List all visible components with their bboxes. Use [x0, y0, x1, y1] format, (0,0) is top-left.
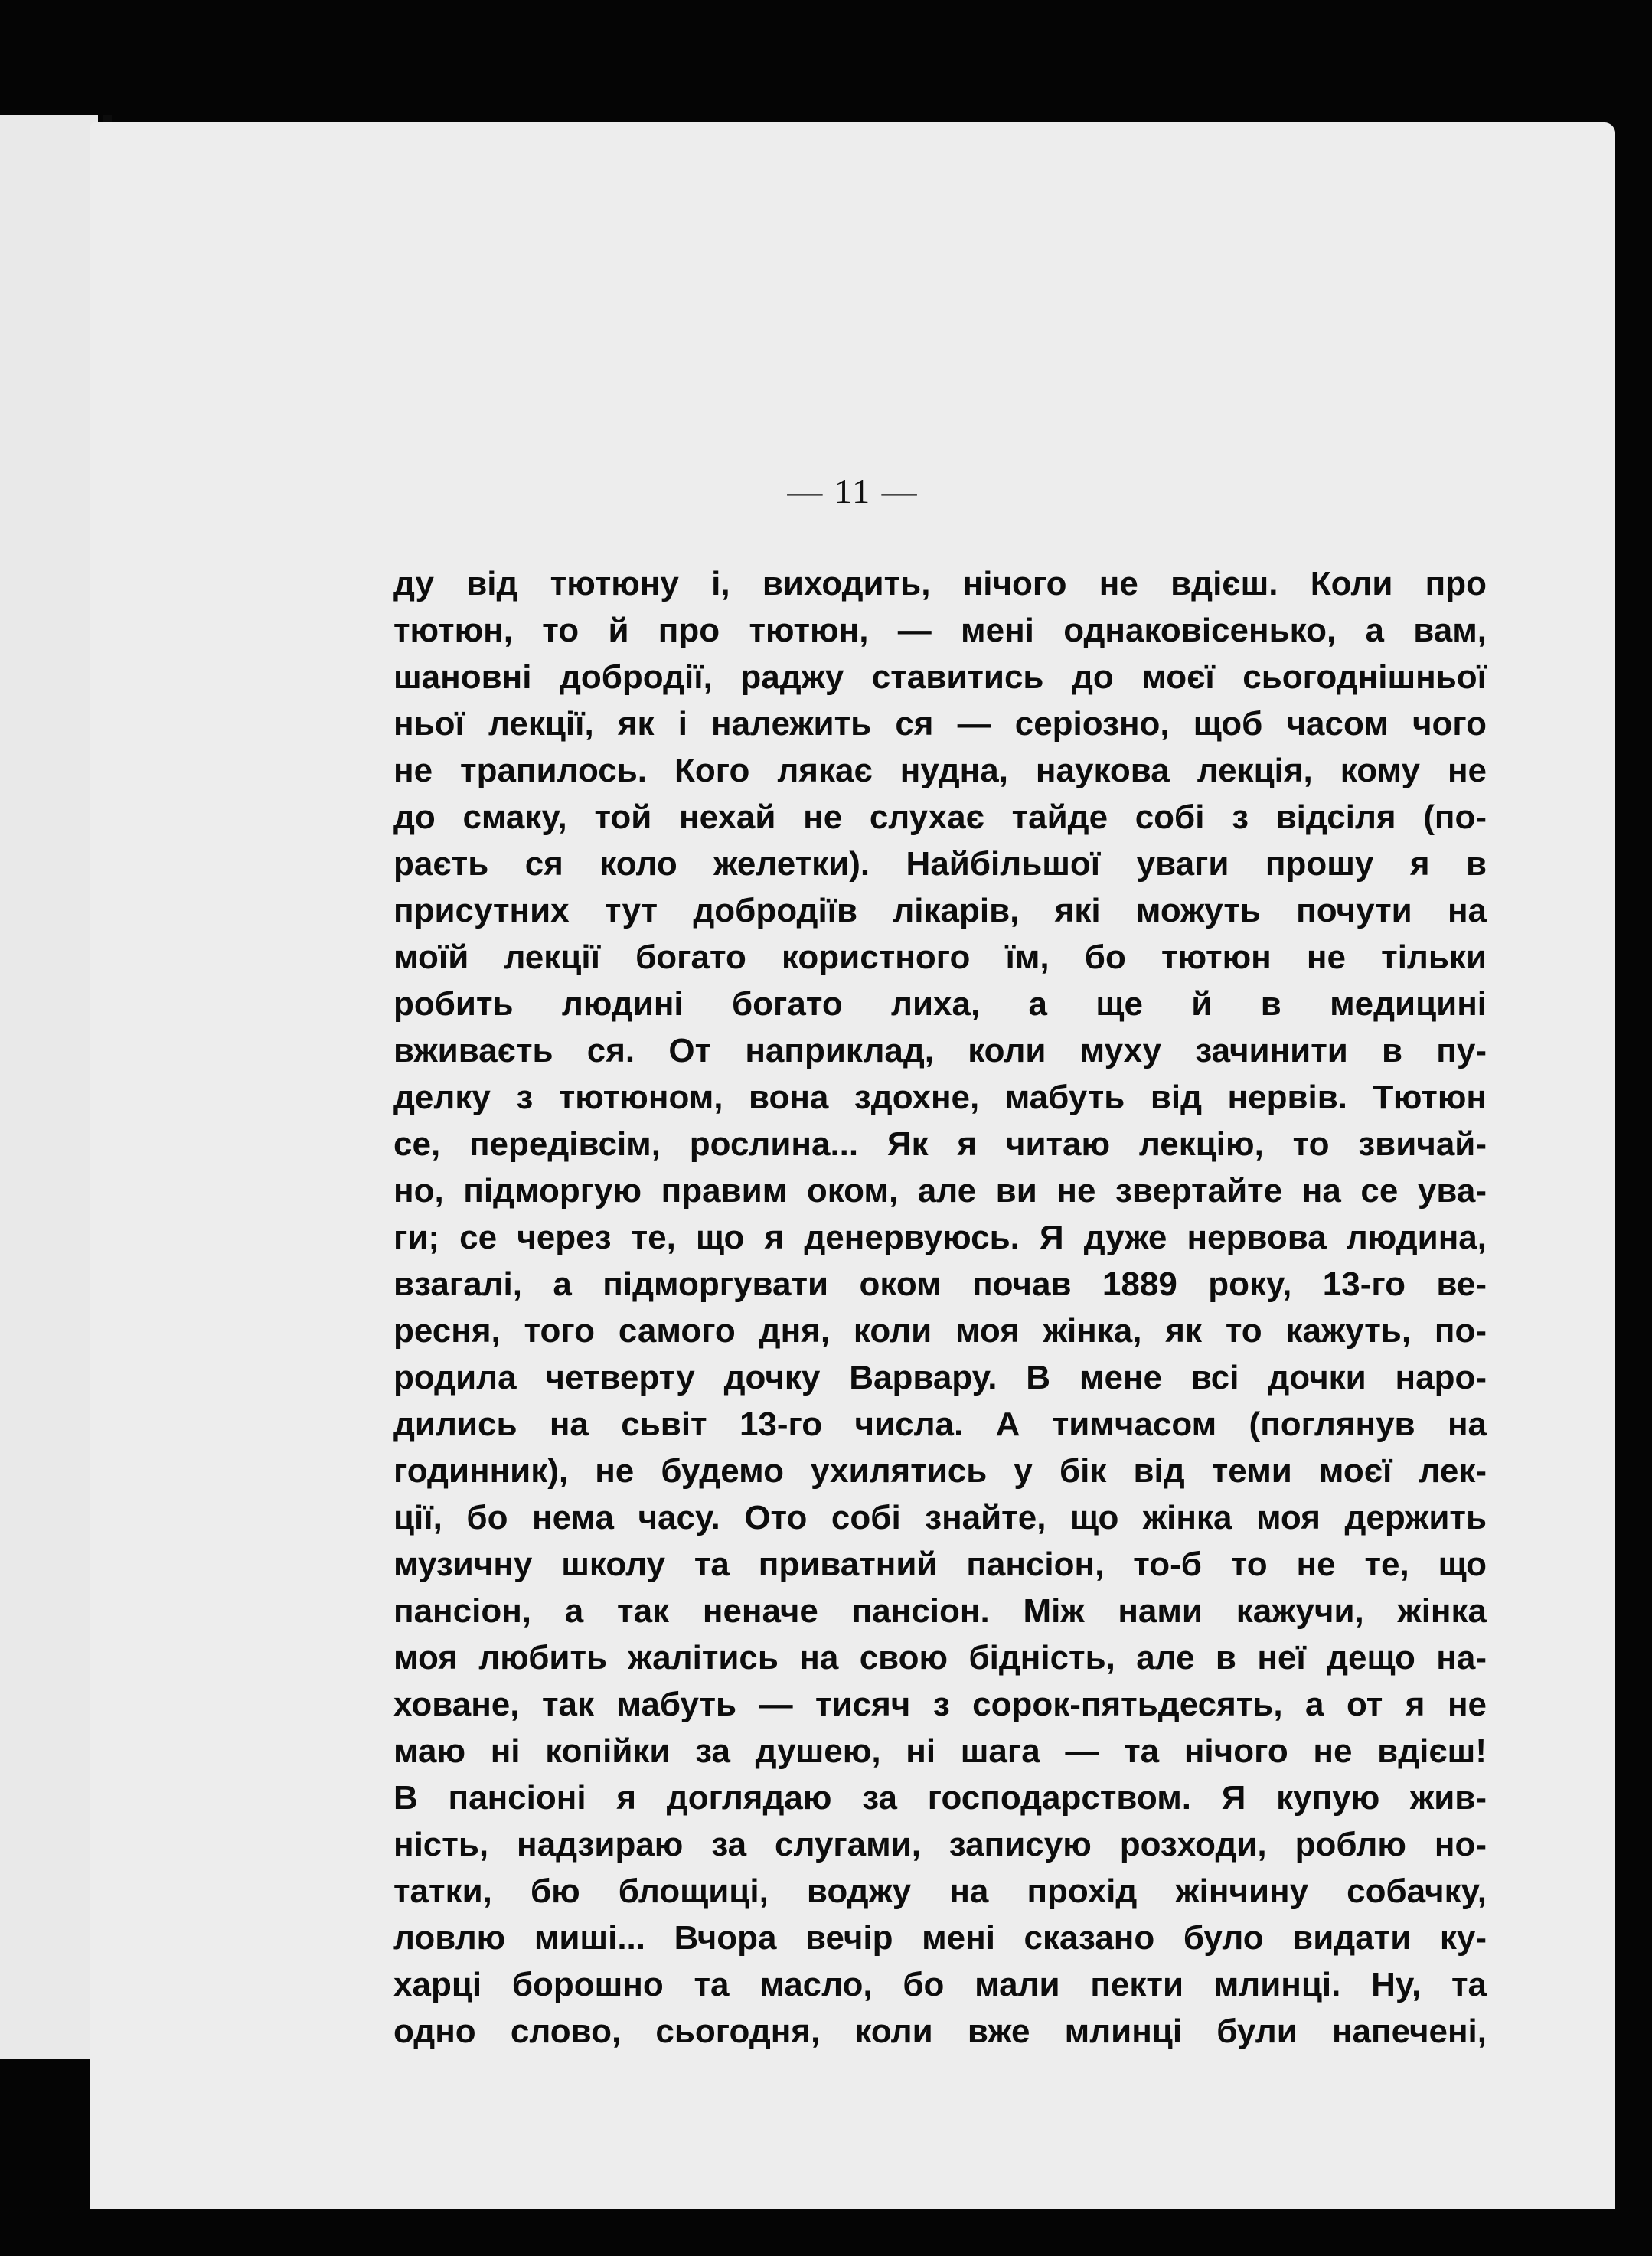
page-number: — 11 —	[787, 472, 919, 511]
text-line: присутних тут добродіїв лікарів, які можуть почути на	[393, 892, 1487, 929]
text-line: моїй лекції богато користного їм, бо тютюн не тільки	[393, 939, 1487, 976]
text-line: одно слово, сьогодня, коли вже млинці були напечені,	[393, 2013, 1487, 2050]
left-page-edge	[0, 115, 98, 2059]
text-line: делку з тютюном, вона здохне, мабуть від нервів. Тютюн	[393, 1079, 1487, 1116]
text-line: вживаєть ся. От наприклад, коли муху зачинити в пу-	[393, 1032, 1487, 1069]
text-line: татки, бю блощиці, воджу на прохід жінчину собачку,	[393, 1872, 1487, 1910]
text-line: тютюн, то й про тютюн, — мені однаковісенько, а вам,	[393, 612, 1487, 649]
text-line: се, передівсім, рослина... Як я читаю лекцію, то звичай-	[393, 1125, 1487, 1163]
text-line: пансіон, а так неначе пансіон. Між нами кажучи, жінка	[393, 1592, 1487, 1630]
text-line: ресня, того самого дня, коли моя жінка, як то кажуть, по-	[393, 1312, 1487, 1350]
text-line: шановні добродії, раджу ставитись до моєї сьогоднішньої	[393, 658, 1487, 696]
text-line: ховане, так мабуть — тисяч з сорок-пятьдесять, а от я не	[393, 1686, 1487, 1723]
text-line: дились на сьвіт 13-го числа. А тимчасом (поглянув на	[393, 1406, 1487, 1443]
text-line: не трапилось. Кого лякає нудна, наукова лекція, кому не	[393, 752, 1487, 789]
text-line: музичну школу та приватний пансіон, то-б то не те, що	[393, 1546, 1487, 1583]
text-line: харці борошно та масло, бо мали пекти млинці. Ну, та	[393, 1966, 1487, 2003]
page-body-text	[393, 560, 1487, 2055]
text-line: моя любить жалітись на свою бідність, але в неї дещо на-	[393, 1639, 1487, 1676]
text-line: маю ні копійки за душею, ні шага — та нічого не вдієш!	[393, 1732, 1487, 1770]
text-line: ловлю миші... Вчора вечір мені сказано було видати ку-	[393, 1919, 1487, 1957]
text-line: до смаку, той нехай не слухає тайде собі з відсіля (по-	[393, 798, 1487, 836]
text-line: ність, надзираю за слугами, записую розходи, роблю но-	[393, 1826, 1487, 1863]
text-line: В пансіоні я доглядаю за господарством. Я купую жив-	[393, 1779, 1487, 1817]
text-line: ньої лекції, як і належить ся — серіозно, щоб часом чого	[393, 705, 1487, 743]
text-line: но, підморгую правим оком, але ви не звертайте на се ува-	[393, 1172, 1487, 1210]
text-line: раєть ся коло желетки). Найбільшої уваги прошу я в	[393, 845, 1487, 883]
text-line: ції, бо нема часу. Ото собі знайте, що жінка моя держить	[393, 1499, 1487, 1536]
text-line: взагалі, а підморгувати оком почав 1889 року, 13-го ве-	[393, 1265, 1487, 1303]
text-line: годинник), не будемо ухилятись у бік від теми моєї лек-	[393, 1452, 1487, 1490]
book-page	[90, 122, 1615, 2209]
text-line: родила четверту дочку Варвару. В мене всі дочки наро-	[393, 1359, 1487, 1396]
text-line: ги; се через те, що я денервуюсь. Я дуже нервова людина,	[393, 1219, 1487, 1256]
text-line: ду від тютюну і, виходить, нічого не вдієш. Коли про	[393, 565, 1487, 602]
text-line: робить людині богато лиха, а ще й в медицині	[393, 985, 1487, 1023]
